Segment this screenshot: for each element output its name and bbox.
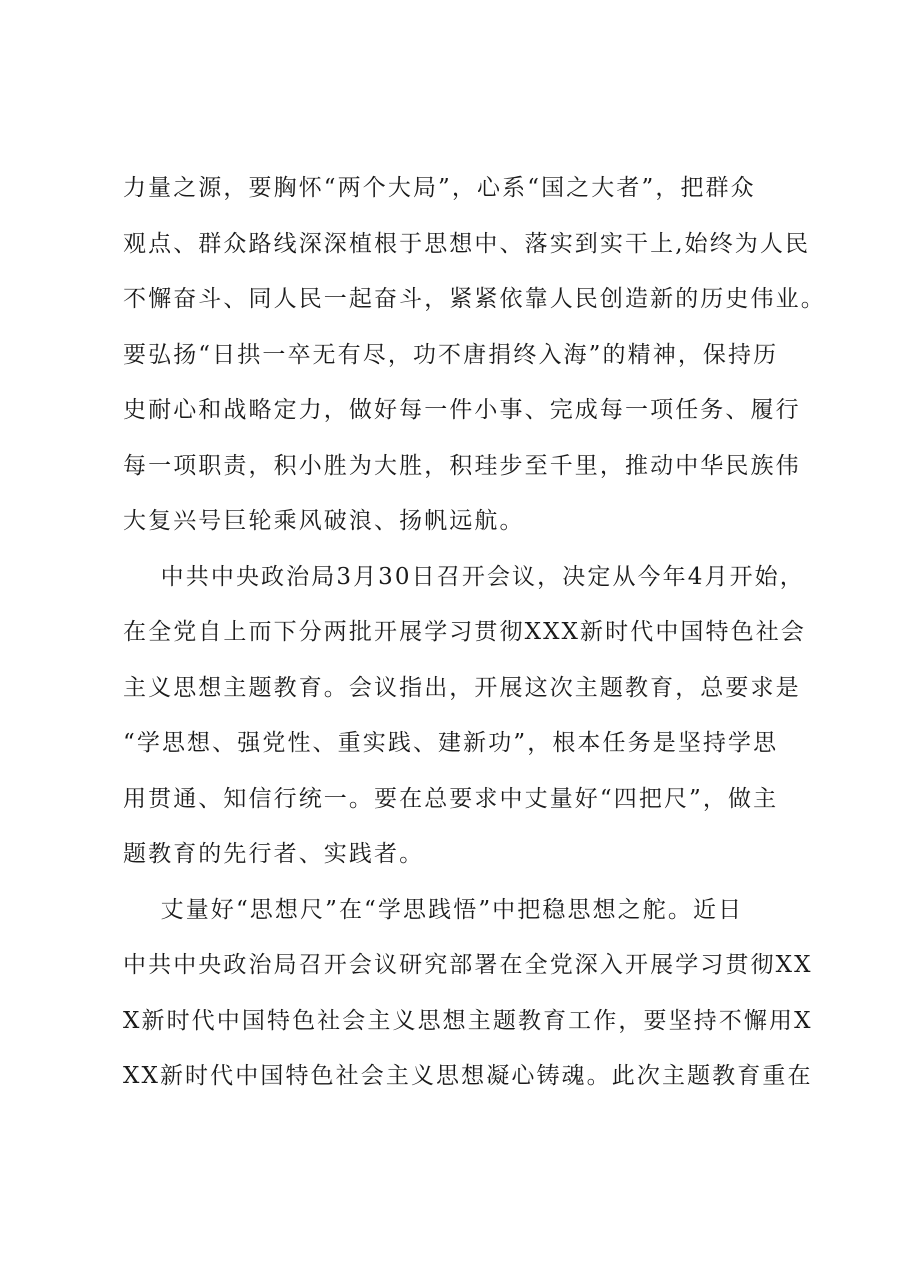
text-line: X新时代中国特色社会主义思想主题教育工作，要坚持不懈用X [123,1007,813,1034]
text-line: 力量之源，要胸怀“两个大局”，心系“国之大者”，把群众 [123,175,756,201]
text-line: 观点、群众路线深深植根于思想中、落实到实干上,始终为人民 [123,230,811,257]
text-line: 不懈奋斗、同人民一起奋斗，紧紧依靠人民创造新的历史伟业。 [123,286,826,312]
text-line: 每一项职责，积小胜为大胜，积珪步至千里，推动中华民族伟 [123,452,801,479]
text-line: 大复兴号巨轮乘风破浪、扬帆远航。 [123,508,525,534]
text-line: 中共中央政治局3月30日召开会议，决定从今年4月开始， [123,563,805,590]
text-line: XX新时代中国特色社会主义思想凝心铸魂。此次主题教育重在 [123,1063,813,1089]
text-line: 要弘扬“日拱一卒无有尽，功不唐捐终入海”的精神，保持历 [123,341,779,368]
text-line: 史耐心和战略定力，做好每一件小事、完成每一项任务、履行 [123,397,801,423]
body-text [123,161,826,1105]
text-line: 中共中央政治局召开会议研究部署在全党深入开展学习贯彻XX [123,952,813,978]
text-line: 主义思想主题教育。会议指出，开展这次主题教育，总要求是 [123,674,801,701]
text-line: 在全党自上而下分两批开展学习贯彻XXX新时代中国特色社会 [123,619,806,645]
text-line: 用贯通、知信行统一。要在总要求中丈量好“四把尺”，做主 [123,785,779,812]
text-line: 题教育的先行者、实践者。 [123,841,425,867]
text-line: 丈量好“思想尺”在“学思践悟”中把稳思想之舵。近日 [123,896,744,923]
text-line: “学思想、强党性、重实践、建新功”，根本任务是坚持学思 [123,730,779,756]
